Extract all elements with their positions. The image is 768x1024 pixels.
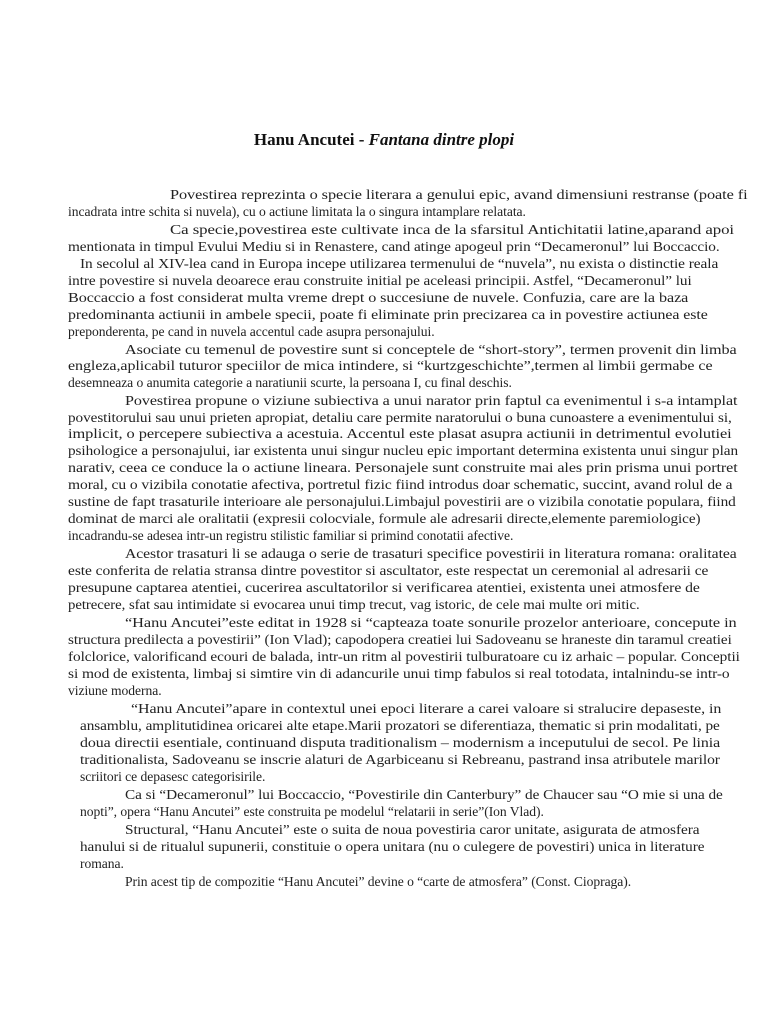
text-line: incadrata intre schita si nuvela), cu o actiune limitata la o singura intamplare relatata. — [68, 204, 526, 219]
title-subtitle: Fantana dintre plopi — [368, 130, 515, 149]
text-line: folclorice, valorificand ecouri de balada, intr-un ritm al povestirii tulburatoare cu iz arhaic – popular. Conceptii — [68, 649, 740, 664]
text-line: nopti”, opera “Hanu Ancutei” este construita pe modelul “relatarii in serie”(Ion Vlad). — [80, 804, 544, 819]
text-line: In secolul al XIV-lea cand in Europa incepe utilizarea termenului de “nuvela”, nu exista o distinctie reala — [80, 256, 719, 271]
text-line: Structural, “Hanu Ancutei” este o suita de noua povestiria caror unitate, asigurata de atmosfera — [125, 822, 700, 837]
text-line: incadrandu-se adesea intr-un registru stilistic familiar si primind conotatii afective. — [68, 528, 514, 543]
title-main: Hanu Ancutei - — [253, 130, 369, 149]
text-line: traditionalista, Sadoveanu se inscrie alaturi de Agarbiceanu si Rebreanu, pastrand insa atributele marilor — [80, 752, 720, 767]
document-title — [0, 130, 768, 150]
text-line: Boccaccio a fost considerat multa vreme drept o succesiune de nuvele. Confuzia, care are la baza — [68, 290, 689, 305]
text-line: Asociate cu temenul de povestire sunt si conceptele de “short-story”, termen provenit din limba — [125, 342, 737, 357]
text-line: predominanta actiunii in ambele specii, poate fi eliminate prin precizarea ca in povestire actiunea este — [68, 307, 708, 322]
text-line: este conferita de relatia stransa dintre povestitor si ascultator, este respectat un ceremonial al adresarii ce — [68, 563, 709, 578]
text-line: povestitorului sau unui prieten apropiat, detaliu care permite naratorului o buna cunoastere a evenimentului si, — [68, 410, 732, 425]
text-line: sustine de fapt trasaturile interioare ale personajului.Limbajul povestirii are o vizibila conotatie populara, fiind — [68, 494, 736, 509]
text-line: Prin acest tip de compozitie “Hanu Ancutei” devine o “carte de atmosfera” (Const. Ciopraga). — [125, 874, 632, 889]
text-line: implicit, o percepere subiectiva a acestuia. Accentul este plasat asupra actiunii in detrimentul evolutiei — [68, 426, 732, 441]
text-line: Ca si “Decameronul” lui Boccaccio, “Povestirile din Canterbury” de Chaucer sau “O mie si una de — [125, 787, 723, 802]
text-line: “Hanu Ancutei”este editat in 1928 si “capteaza toate sonurile prozelor anterioare, concepute in — [125, 615, 737, 630]
text-line: engleza,aplicabil tuturor speciilor de mica intindere, si “kurtzgeschichte”,termen al limbii germabe ce — [68, 358, 713, 373]
text-line: intre povestire si nuvela deoarece erau construite initial pe aceleasi principii. Astfel, “Decameronul” lui — [68, 273, 692, 288]
text-line: preponderenta, pe cand in nuvela accentul cade asupra personajului. — [68, 324, 435, 339]
text-line: “Hanu Ancutei”apare in contextul unei epoci literare a carei valoare si stralucire depaseste, in — [131, 701, 722, 716]
text-line: dominat de marci ale oralitatii (expresii colocviale, formule ale adresarii directe,elemente paremiologice) — [68, 511, 701, 526]
text-line: Povestirea reprezinta o specie literara a genului epic, avand dimensiuni restranse (poate fi — [170, 187, 748, 202]
text-line: Ca specie,povestirea este cultivate inca de la sfarsitul Antichitatii latine,aparand apoi — [170, 222, 735, 237]
text-line: ansamblu, amplitutidinea oricarei alte etape.Marii prozatori se diferentiaza, thematic si prin modalitati, pe — [80, 718, 720, 733]
text-line: scriitori ce depasesc categorisirile. — [80, 769, 266, 784]
text-line: mentionata in timpul Evului Mediu si in Renastere, cand atinge apogeul prin “Decameronul” lui Boccaccio. — [68, 239, 720, 254]
text-line: moral, cu o vizibila conotatie afectiva, portretul fizic fiind introdus doar schematic, succint, avand rolul de a — [68, 477, 733, 492]
text-line: si mod de existenta, limbaj si simtire vin di adancurile unui timp fabulos si real totodata, intalnindu-se intr-o — [68, 666, 730, 681]
text-line: Acestor trasaturi li se adauga o serie de trasaturi specifice povestirii in literatura romana: oralitatea — [125, 546, 737, 561]
text-line: narativ, ceea ce conduce la o actiune lineara. Personajele sunt construite mai ales prin prisma unui portret — [68, 460, 738, 475]
text-line: petrecere, sfat sau intimidate si evocarea unui timp trecut, vag istoric, de cele mai multe ori mitic. — [68, 597, 640, 612]
text-line: viziune moderna. — [68, 683, 162, 698]
text-line: Povestirea propune o viziune subiectiva a unui narator prin faptul ca evenimentul i s-a intamplat — [125, 393, 738, 408]
text-line: doua directii esentiale, continuand disputa traditionalism – modernism a inceputului de secol. Pe linia — [80, 735, 721, 750]
text-line: presupune captarea atentiei, cucerirea ascultatorilor si verificarea atentiei, existenta unei atmosfere de — [68, 580, 700, 595]
text-line: hanului si de ritualul supunerii, constituie o opera unitara (nu o culegere de povestiri) unica in literature — [80, 839, 705, 854]
text-line: structura predilecta a povestirii” (Ion Vlad); capodopera creatiei lui Sadoveanu se hraneste din taramul creatiei — [68, 632, 732, 647]
text-line: psihologice a personajului, iar existenta unui singur nucleu epic important determina existenta unui singur plan — [68, 443, 739, 458]
text-line: romana. — [80, 856, 124, 871]
text-line: desemneaza o anumita categorie a naratiunii scurte, la persoana I, cu final deschis. — [68, 375, 512, 390]
